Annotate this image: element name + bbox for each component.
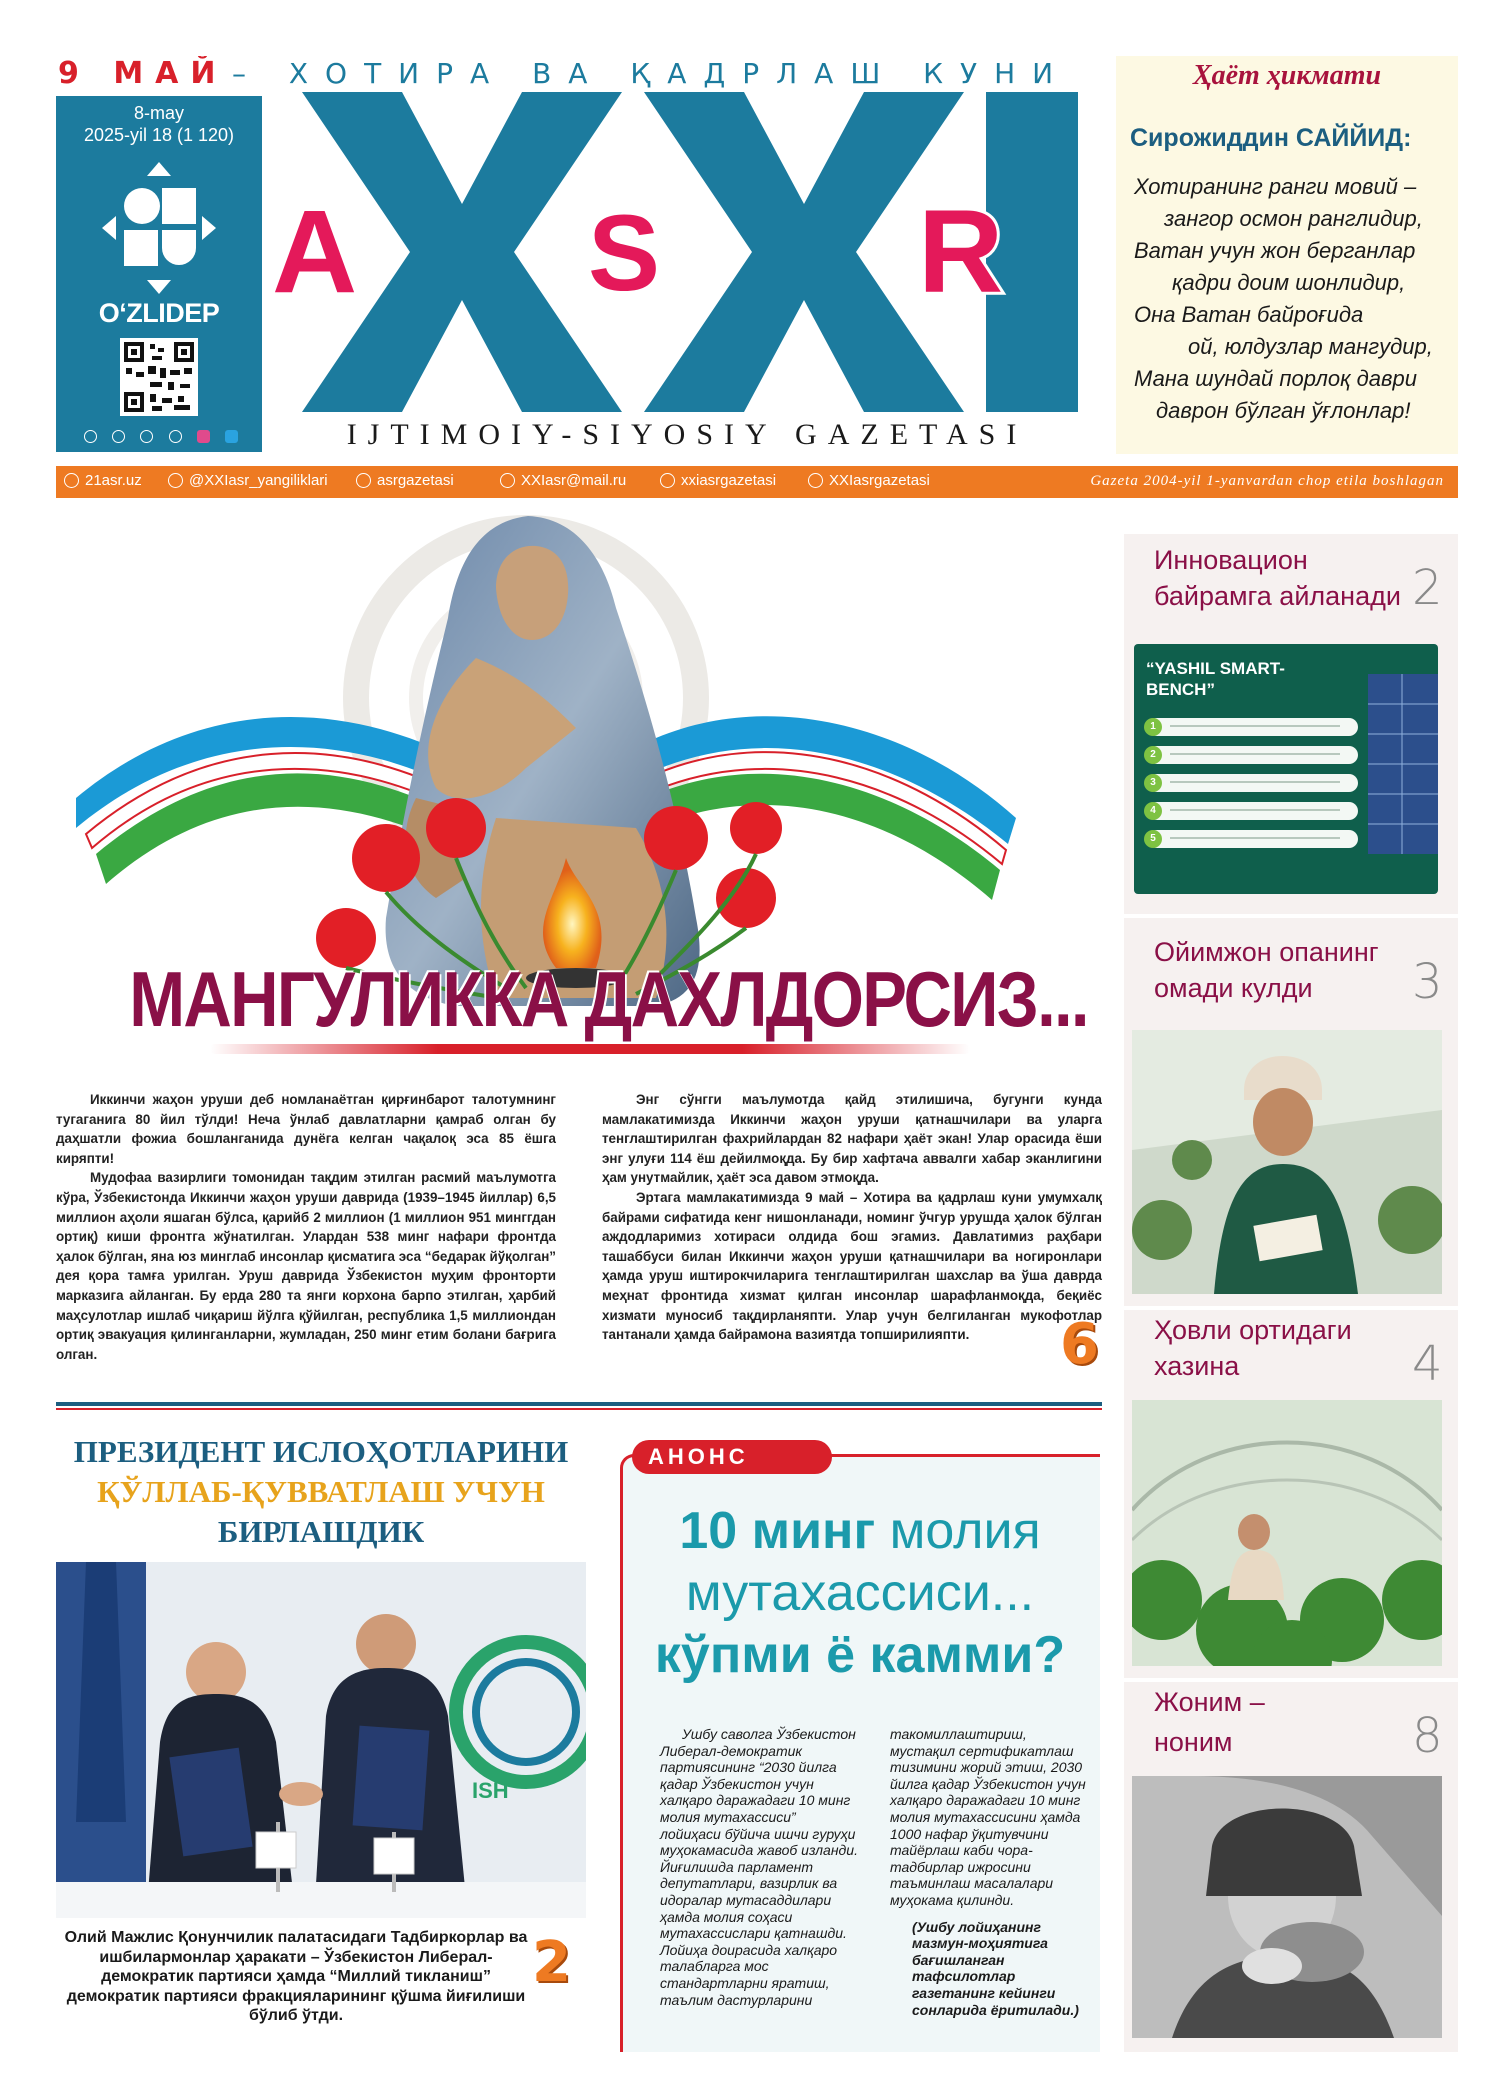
poem-line: Мана шундай порлоқ даври bbox=[1134, 366, 1417, 391]
newspaper-tagline: IJTIMOIY-SIYOSIY GAZETASI bbox=[346, 418, 1028, 451]
lead-paragraph: Эртага мамлакатимизда 9 май – Хотира ва қадрлаш куни умумхалқ байрами сифатида кенг нишонланади, номинг ўчгур урушда ҳалок бўлган аждодларимиз хотираси олдида бош эгамиз. Давлатимиз раҳбари ташаббуси билан Иккинчи жаҳон уруши қатнашчилари ва ногиронлари ҳамда уруш иштирокчиларига тенглаштирилган шахслар ва ўша даврда меҳнат фронтида хизмат қилган инсонлар шарафланмоқда, беқиёс хизмати муносиб тақдирланяпти. Улар учун белгиланган мукофотлар тантанали ҳамда байрамона вазиятда топширилияпти. bbox=[602, 1189, 1102, 1343]
rail-item-bread[interactable] bbox=[1154, 1682, 1265, 1762]
rail-separator bbox=[1124, 1306, 1458, 1310]
bench-row bbox=[1148, 746, 1358, 764]
poem-line: Хотиранинг ранги мовий – bbox=[1134, 174, 1417, 199]
anons-headline-line2: мутахассиси... bbox=[685, 1564, 1035, 1622]
smart-bench-infographic bbox=[1134, 644, 1438, 894]
rail-title-line: Инновацион bbox=[1154, 545, 1308, 575]
top-banner-text: – ХОТИРА ВА ҚАДРЛАШ КУНИ bbox=[231, 57, 1071, 90]
bench-row bbox=[1148, 774, 1358, 792]
globe-icon bbox=[64, 473, 79, 488]
logo-letter-a: A bbox=[272, 186, 358, 318]
rail-photo-child-bread bbox=[1132, 1776, 1442, 2038]
president-story-page-ref[interactable]: 2 bbox=[532, 1930, 571, 1995]
rail-title-line: Жоним – bbox=[1154, 1687, 1265, 1717]
rail-photo-woman-reading bbox=[1132, 1030, 1442, 1294]
newspaper-logo bbox=[272, 92, 1100, 412]
instagram-icon bbox=[660, 473, 675, 488]
social-icons-row bbox=[76, 426, 246, 446]
contact-facebook-label: asrgazetasi bbox=[377, 472, 454, 489]
logo-letter-r: R bbox=[918, 186, 1004, 318]
bench-row-number: 1 bbox=[1144, 718, 1162, 736]
poem-line: зангор осмон ранглидир, bbox=[1164, 206, 1423, 231]
contact-instagram[interactable] bbox=[660, 472, 776, 489]
bench-row-number: 5 bbox=[1144, 830, 1162, 848]
poem-line: Ватан учун жон берганлар bbox=[1134, 238, 1416, 263]
lead-paragraph: Энг сўнгги маълумотда қайд этилишича, бугунги кунда мамлакатимизда Иккинчи жаҳон уруши қатнашчилари ва уларга тенглаштирилган фахрийлардан 82 нафари ҳаёт экан! Улар орасида ёши энг улуғи 114 ёш дейилмоқда. Бу бир хафтача аввалги хабар эканлигини ҳам унутмайлик, ҳаёт эса давом этмоқда. bbox=[602, 1092, 1102, 1186]
rail-photo-greenhouse bbox=[1132, 1400, 1442, 1666]
issue-number: 2025-yil 18 (1 120) bbox=[83, 125, 235, 145]
hero-underline bbox=[210, 1044, 970, 1054]
contact-twitter[interactable] bbox=[808, 472, 930, 489]
anons-paragraph: Ушбу саволга Ўзбекистон Либерал-демократик партиясининг “2030 йилга қадар Ўзбекистон учун халқаро даражадаги 10 минг молия мутахассиси” лойиҳаси бўйича ишчи гуруҳи муҳокамасида жавоб изланди. Йиғилишда парламент депутатлари, вазирлик ва идоралар мутасаддилари ҳамда молия соҳаси мутахассислари қатнашди. Лойиҳа доирасида халқаро талабларга мос стандартларни яратиш, таълим дастурларини bbox=[660, 1726, 858, 2008]
hero-page-ref[interactable]: 6 bbox=[1060, 1312, 1099, 1377]
website-icon[interactable] bbox=[140, 430, 153, 443]
president-story-title[interactable] bbox=[56, 1432, 586, 1552]
contact-twitter-label: XXIasrgazetasi bbox=[829, 472, 930, 489]
wisdom-author: Сирожиддин САЙЙИД: bbox=[1130, 124, 1412, 152]
contact-telegram[interactable] bbox=[168, 472, 328, 489]
wisdom-panel bbox=[1116, 56, 1458, 454]
rail-title-line: хазина bbox=[1154, 1351, 1240, 1381]
contact-site-label: 21asr.uz bbox=[85, 472, 142, 489]
solar-panel-icon bbox=[1364, 674, 1438, 854]
bench-row bbox=[1148, 802, 1358, 820]
lead-text-left bbox=[56, 1090, 556, 1364]
twitter-icon bbox=[808, 473, 823, 488]
email-icon[interactable] bbox=[169, 430, 182, 443]
rail-title-line: ноним bbox=[1154, 1727, 1233, 1757]
qr-code-icon[interactable] bbox=[120, 338, 198, 416]
facebook-icon[interactable] bbox=[112, 430, 125, 443]
bench-row bbox=[1148, 830, 1358, 848]
facebook-icon bbox=[356, 473, 371, 488]
rail-page-number[interactable]: 2 bbox=[1412, 560, 1443, 616]
issue-info-box bbox=[56, 96, 262, 452]
anons-headline-line1 bbox=[620, 1500, 1100, 1562]
anons-headline-number: 10 минг bbox=[679, 1502, 876, 1560]
rail-title-line: Ҳовли ортидаги bbox=[1154, 1315, 1352, 1345]
telegram-icon bbox=[168, 473, 183, 488]
top-banner-date: 9 МАЙ bbox=[58, 56, 228, 91]
rail-item-ojimjon[interactable] bbox=[1154, 934, 1379, 1006]
logo-big-title bbox=[686, 409, 690, 411]
lead-paragraph: Иккинчи жаҳон уруши деб номланаётган қирғинбарот талотумнинг тугаганига 80 йил тўлди! Неча ўнлаб давлатларни қамраб олган бу даҳшатли фожиа бошланганида дунёга келган чақалоқ эса 85 ёшга киряпти! bbox=[56, 1092, 556, 1166]
contact-instagram-label: xxiasrgazetasi bbox=[681, 472, 777, 489]
logo-letter-s: S bbox=[588, 192, 661, 313]
anons-headline-word: молия bbox=[889, 1502, 1041, 1560]
party-logo-text: O‘ZLIDEP bbox=[98, 298, 220, 328]
rail-page-number[interactable]: 4 bbox=[1412, 1336, 1443, 1392]
president-title-line: БИРЛАШДИК bbox=[217, 1514, 425, 1549]
anons-note: (Ушбу лойиҳанинг мазмун-моҳиятига бағишланган тафсилотлар газетанинг кейинги сонларида ёритилади.) bbox=[912, 1918, 1079, 2018]
hero-headline[interactable]: МАНГУЛИККА ДАХЛДОРСИЗ... bbox=[129, 955, 1088, 1043]
president-story-photo bbox=[56, 1562, 586, 1918]
twitter-icon[interactable] bbox=[225, 430, 238, 443]
rail-item-innovation[interactable] bbox=[1154, 542, 1401, 614]
contact-site[interactable] bbox=[64, 472, 142, 489]
bench-row-number: 3 bbox=[1144, 774, 1162, 792]
rail-separator bbox=[1124, 914, 1458, 918]
rail-page-number[interactable]: 3 bbox=[1412, 954, 1443, 1010]
anons-paragraph: такомиллаштириш, мустақил сертификатлаш тизимини жорий этиш, 2030 йилга қадар Ўзбекистон учун халқаро даражадаги 10 минг молия мутахассисини ҳамда 1000 нафар ўқитувчини тайёрлаш каби чора-тадбирлар ижросини таъминлаш масалалари муҳокама қилинди. bbox=[890, 1726, 1086, 1908]
backdrop-text: ISH bbox=[472, 1778, 509, 1803]
rail-item-garden[interactable] bbox=[1154, 1312, 1352, 1384]
bench-row bbox=[1148, 718, 1358, 736]
wisdom-title: Ҳаёт ҳикмати bbox=[1192, 60, 1382, 91]
rail-title-line: омади кулди bbox=[1154, 973, 1313, 1003]
issue-date: 8-may bbox=[133, 103, 184, 123]
rail-title-line: Ойимжон опанинг bbox=[1154, 937, 1379, 967]
president-title-line: ҚЎЛЛАБ-ҚУВВАТЛАШ УЧУН bbox=[97, 1474, 545, 1509]
poem-line: ой, юлдузлар мангудир, bbox=[1188, 334, 1433, 359]
contact-email-label: XXIasr@mail.ru bbox=[521, 472, 627, 489]
anons-text-column bbox=[890, 1726, 1086, 2018]
poem-line: даврон бўлган ўғлонлар! bbox=[1156, 398, 1411, 423]
bench-row-number: 2 bbox=[1144, 746, 1162, 764]
telegram-icon[interactable] bbox=[84, 430, 97, 443]
contact-telegram-label: @XXIasr_yangiliklari bbox=[189, 472, 328, 489]
publication-since: Gazeta 2004-yil 1-yanvardan chop etila boshlagan bbox=[1090, 473, 1444, 489]
anons-text-column bbox=[660, 1726, 860, 2008]
anons-label: АНОНС bbox=[632, 1440, 832, 1474]
lead-text-right bbox=[602, 1090, 1102, 1345]
contact-bar bbox=[56, 466, 1458, 498]
poem-line: қадри доим шонлидир, bbox=[1172, 270, 1406, 295]
anons-headline[interactable] bbox=[620, 1500, 1100, 1686]
poem-line: Она Ватан байроғида bbox=[1134, 302, 1364, 327]
smart-bench-title: “YASHIL SMART-BENCH” bbox=[1146, 659, 1285, 699]
contact-email[interactable] bbox=[500, 472, 626, 489]
contact-facebook[interactable] bbox=[356, 472, 454, 489]
lead-paragraph: Мудофаа вазирлиги томонидан тақдим этилган расмий маълумотга кўра, Ўзбекистонда Иккинчи жаҳон уруши даврида (1939–1945 йиллар) 6,5 миллион аҳоли яшаган бўлса, қарийб 2 миллион (1 миллион 951 минггдан ортиқ) киши фронтга жўнатилган. Улардан 538 минг нафари фронтда ҳалок бўлган, яна юз минглаб инсонлар қисматига эса “бедарак йўқолган” дея қора тамға урилган. Уруш даврида Ўзбекистон муҳим фронторти марказига айланган. Бу ерда 280 та янги корхона барпо этилган, ҳарбий маҳсулотлар ишлаб чиқариш йўлга қўйилган, республика 1,5 миллиондан ортиқ эвакуация қилинганларни, жумладан, 250 минг етим болани бағрига олган. bbox=[56, 1170, 556, 1362]
president-story-caption: Олий Мажлис Қонунчилик палатасидаги Тадбиркорлар ва ишбилармонлар ҳаракати – Ўзбекистон Либерал-демократик партияси ҳамда “Миллий тикланиш” демократик партияси фракцияларининг қўшма йиғилиши бўлиб ўтди. bbox=[64, 1929, 528, 2024]
rail-page-number[interactable]: 8 bbox=[1412, 1708, 1443, 1764]
anons-headline-line3: кўпми ё камми? bbox=[654, 1626, 1066, 1684]
president-title-line: ПРЕЗИДЕНТ ИСЛОҲОТЛАРИНИ bbox=[73, 1434, 569, 1469]
instagram-icon[interactable] bbox=[197, 430, 210, 443]
rail-title-line: байрамга айланади bbox=[1154, 581, 1401, 611]
bench-row-number: 4 bbox=[1144, 802, 1162, 820]
party-logo-icon bbox=[98, 158, 220, 298]
section-divider bbox=[56, 1402, 1102, 1410]
top-banner-line bbox=[58, 56, 1108, 96]
email-icon bbox=[500, 473, 515, 488]
